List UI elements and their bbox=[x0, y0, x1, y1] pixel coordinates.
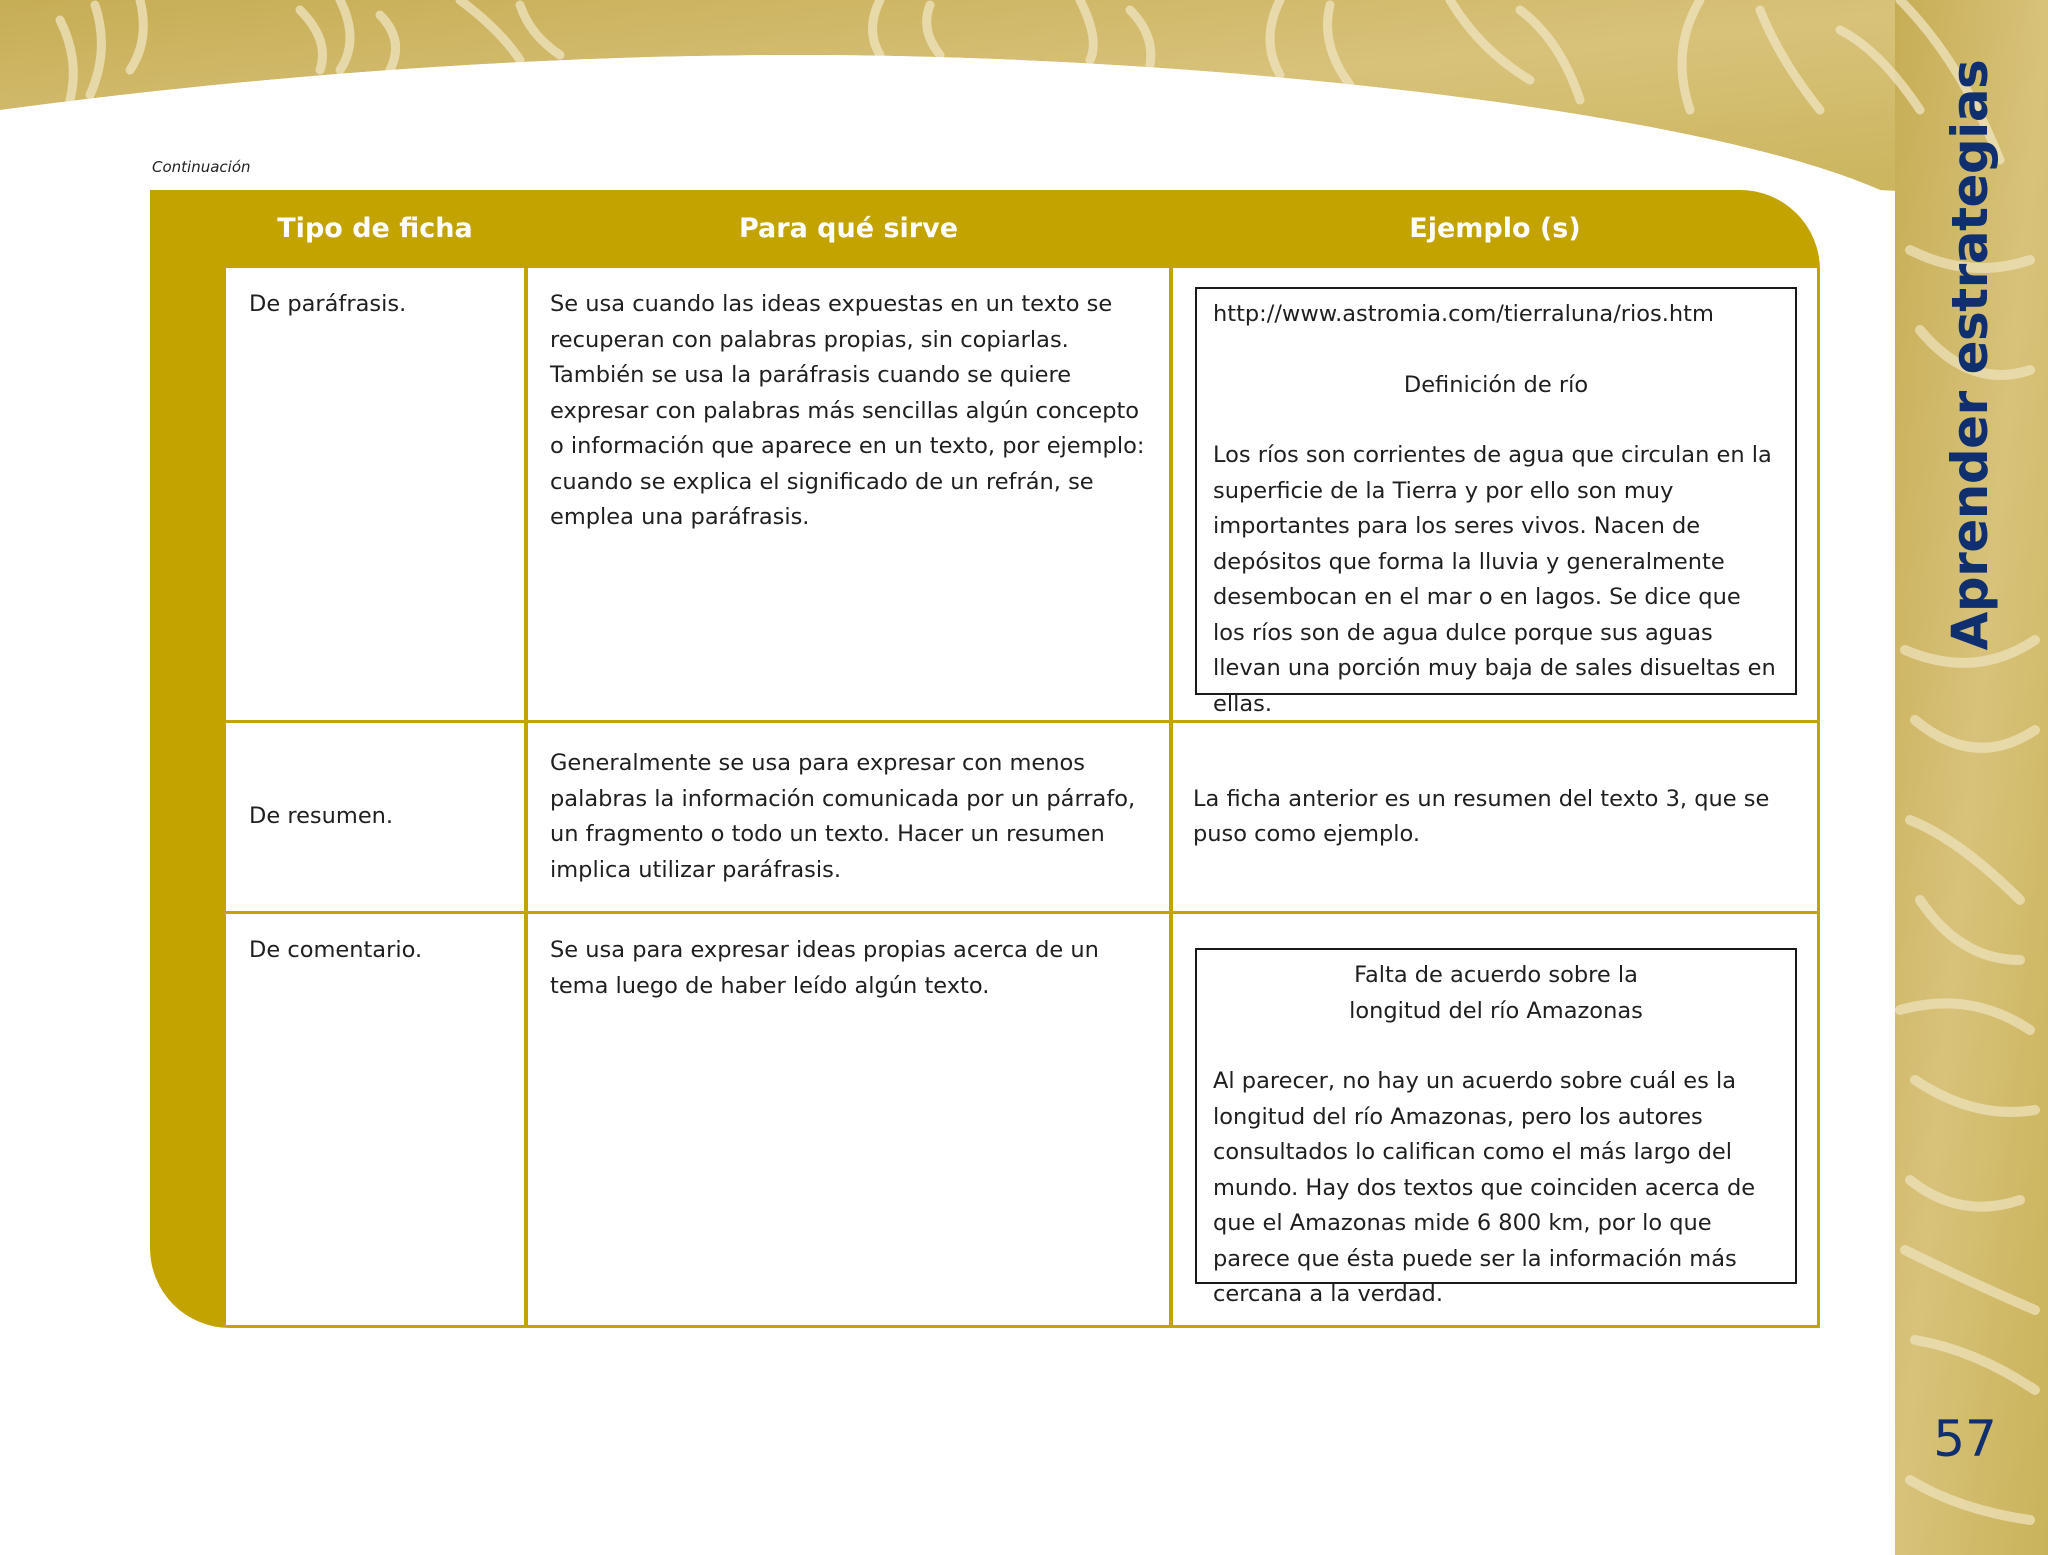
cell-uso-parafrasis bbox=[528, 268, 1169, 720]
uso-text: Generalmente se usa para expresar con menos palabras la información comunicada por un párrafo, un fragmento o todo un texto. Hacer un resumen implica utilizar paráfrasis. bbox=[550, 750, 1136, 883]
side-title-text: Aprender estrategias bbox=[1941, 59, 1999, 651]
example-card-comentario bbox=[1195, 948, 1797, 1307]
header-para-que-sirve: Para qué sirve bbox=[738, 212, 959, 244]
cell-ejemplo-parafrasis bbox=[1173, 268, 1817, 720]
example-card-parafrasis bbox=[1195, 287, 1797, 717]
example-title: Definición de río bbox=[1403, 371, 1589, 398]
cell-uso-comentario bbox=[528, 914, 1169, 1325]
header-tipo-de-ficha: Tipo de ficha bbox=[277, 212, 473, 244]
cell-ejemplo-comentario bbox=[1173, 914, 1817, 1325]
fichas-table bbox=[150, 190, 1820, 1328]
cell-ejemplo-resumen bbox=[1173, 723, 1817, 911]
tipo-label: De resumen. bbox=[249, 803, 394, 830]
source-url: http://www.astromia.com/tierraluna/rios.htm bbox=[1213, 301, 1714, 327]
example-title-line-2: longitud del río Amazonas bbox=[1349, 997, 1643, 1024]
section-side-title bbox=[1930, 59, 2010, 651]
tipo-label: De paráfrasis. bbox=[249, 291, 407, 317]
example-title-line-1: Falta de acuerdo sobre la bbox=[1354, 962, 1638, 988]
example-text: La ficha anterior es un resumen del texto 3, que se puso como ejemplo. bbox=[1193, 785, 1770, 847]
cell-tipo-comentario bbox=[226, 914, 524, 1325]
uso-text: Se usa cuando las ideas expuestas en un texto se recuperan con palabras propias, sin copiarlas. También se usa la paráfrasis cuando se quiere expresar con palabras más sencillas algún concepto o información que aparece en un texto, por ejemplo: cuando se explica el significado de un refrán, se emplea una paráfrasis. bbox=[550, 291, 1145, 530]
example-body: Al parecer, no hay un acuerdo sobre cuál es la longitud del río Amazonas, pero los autores consultados lo califican como el más largo del mundo. Hay dos textos que coinciden acerca de que el Amazonas mide 6 800 km, por lo que parece que ésta puede ser la información más cercana a la verdad. bbox=[1213, 1068, 1756, 1307]
continuation-label: Continuación bbox=[152, 158, 251, 176]
cell-uso-resumen bbox=[528, 723, 1169, 911]
header-ejemplos: Ejemplo (s) bbox=[1409, 212, 1581, 244]
example-body: Los ríos son corrientes de agua que circulan en la superficie de la Tierra y por ello son muy importantes para los seres vivos. Nacen de depósitos que forma la lluvia y generalmente desembocan en el mar o en lagos. Se dice que los ríos son de agua dulce porque sus aguas llevan una porción muy baja de sales disueltas en ellas. bbox=[1213, 442, 1776, 717]
tipo-label: De comentario. bbox=[249, 937, 423, 963]
cell-tipo-resumen bbox=[226, 723, 524, 911]
page-number: 57 bbox=[1933, 1410, 1997, 1468]
cell-tipo-parafrasis bbox=[226, 268, 524, 720]
uso-text: Se usa para expresar ideas propias acerca de un tema luego de haber leído algún texto. bbox=[550, 937, 1099, 999]
